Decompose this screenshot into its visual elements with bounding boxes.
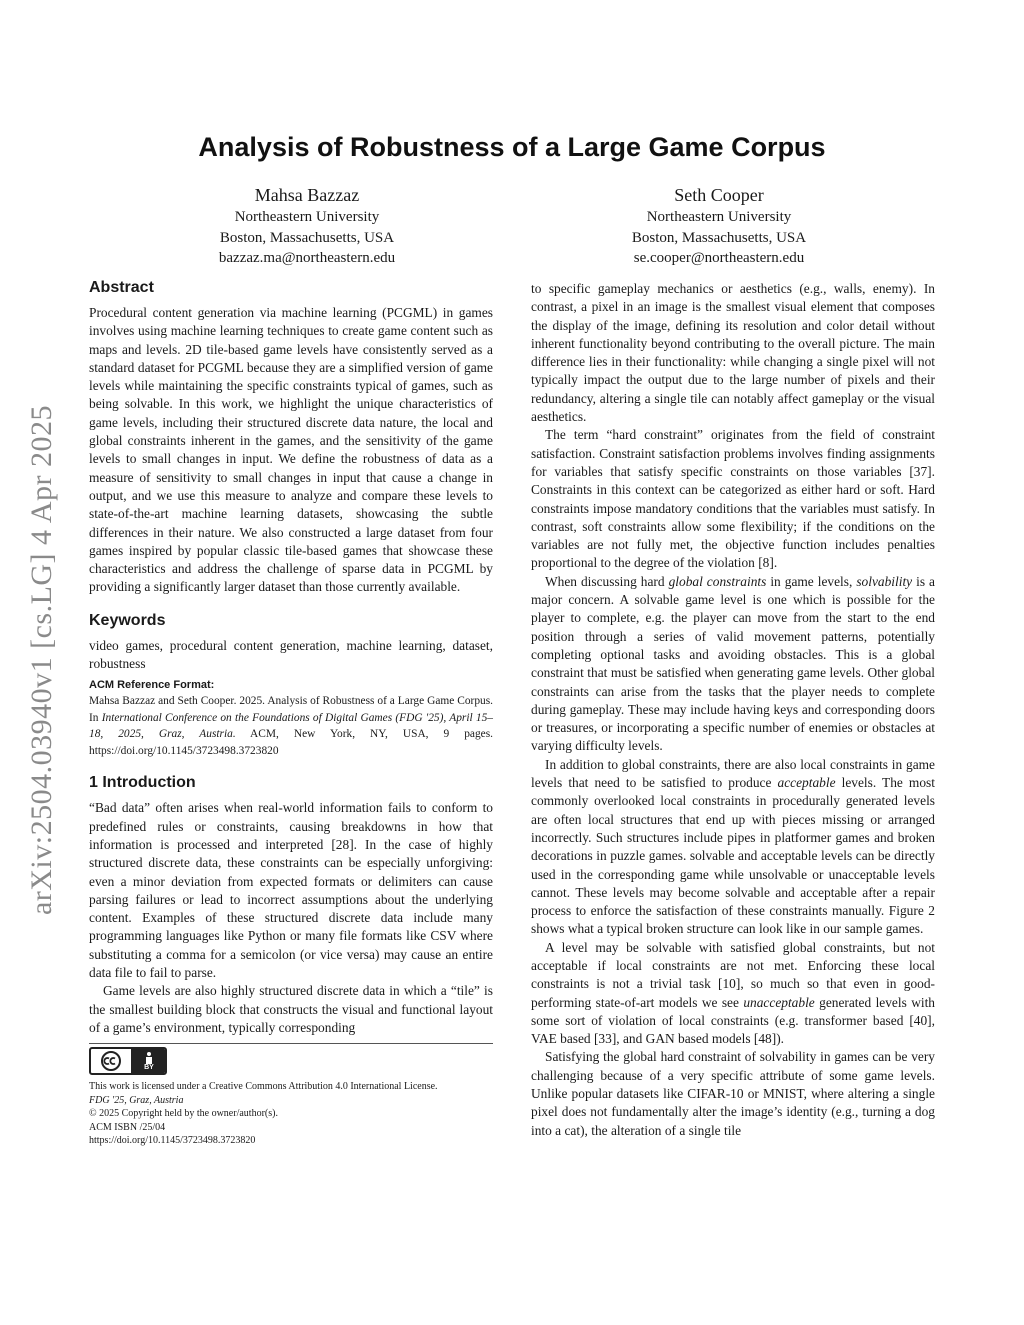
keywords-heading: Keywords (89, 611, 166, 629)
author-block-2 (549, 183, 889, 269)
author-affiliation: Northeastern University (646, 209, 792, 225)
arxiv-identifier-stamp (22, 360, 62, 960)
body-paragraph-3 (531, 573, 935, 756)
author-email[interactable]: se.cooper@northeastern.edu (633, 250, 805, 266)
venue-line: FDG '25, Graz, Austria (89, 1094, 184, 1106)
right-column (531, 280, 935, 1140)
creative-commons-icon (91, 1049, 133, 1073)
introduction-paragraph-2: Game levels are also highly structured discrete data in which a “tile” is the smallest building block that constructs the visual and functional layout of a game’s environment, typically corresponding (89, 983, 493, 1035)
badge-by-text: BY (144, 1063, 154, 1071)
p4-emphasis-acceptable: acceptable (777, 775, 836, 791)
author-name: Mahsa Bazzaz (254, 185, 360, 205)
license-footnote (89, 1080, 493, 1148)
cc-license-badge[interactable] (89, 1047, 167, 1075)
author-email[interactable]: bazzaz.ma@northeastern.edu (218, 250, 396, 266)
footnote-divider (89, 1043, 493, 1044)
isbn-line: ACM ISBN /25/04 (89, 1121, 166, 1133)
acm-reference-text (89, 693, 493, 759)
p3-part-c: is a major concern. A solvable game level is one which is possible for the player to complete, e.g. the player can move from the start to the end position through a series of valid movement patterns, potentially completing optional tasks and avoiding obstacles. This is a global constraint that must be satisfied when generating game levels. Other global constraints can arise from the tasks that the player needs to complete during gameplay. These may include having keys and corresponding doors or treasures, or incorporating a specific number of enemies or obstacles at varying difficulty levels. (531, 573, 936, 754)
author-location: Boston, Massachusetts, USA (631, 229, 807, 246)
copyright-line: © 2025 Copyright held by the owner/author(s). (89, 1108, 278, 1120)
p5-emphasis-unacceptable: unacceptable (743, 994, 815, 1010)
body-paragraph-1: to specific gameplay mechanics or aesthetics (e.g., walls, enemy). In contrast, a pixel in an image is the smallest visual element that composes the display of the image, defining its resolution and color detail without inherent functionality beyond contributing to the overall picture. The main difference lies in their functionality: while changing a single pixel will not typically impact the output due to the large number of pixels and their redundancy, altering a single tile can notably affect gameplay or the visual aesthetics. (531, 281, 935, 425)
author-block-1 (137, 183, 477, 269)
introduction-paragraph-1: “Bad data” often arises when real-world information fails to conform to predefined rules or constraints, causing breakdowns in how that information is processed and interpreted [28]. In the case of highly structured discrete data, these constraints can be especially unforgiving: even a minor deviation from expected formats or delimiters can cause parsing failures or lead to incorrect assumptions about the underlying content. Examples of these structured discrete data include many programming languages like Python or many file formats like CSV where substituting a comma for a semicolon (or vice versa) may cause an entire data file to fail to parse. (89, 800, 493, 981)
acm-reference-venue: International Conference on the Foundations of Digital Games (FDG '25), April 15–18, 2025, Graz, Austria. (89, 711, 493, 741)
p4-part-b: levels. The most commonly overlooked local constraints in procedurally generated levels are often local structures that end up with pieces missing or arranged incorrectly. Such structures include pipes in platformer games and broken decorations in puzzle games. solvable and acceptable levels can be directly used in the corresponding game while unsolvable or unacceptable levels cannot. These levels may become solvable and acceptable after a repair process to enforce the satisfaction of these constraints manually. Figure 2 shows what a typical broken structure can look like in our sample games. (531, 775, 935, 937)
p3-emphasis-solvability: solvability (856, 573, 913, 589)
acm-reference-part2: ACM, New York, NY, USA, 9 pages. https://doi.org/10.1145/3723498.3723820 (89, 728, 493, 757)
acm-reference-label: ACM Reference Format: (89, 679, 215, 692)
body-paragraph-4 (531, 756, 935, 939)
p3-emphasis-global-constraints: global constraints (668, 573, 767, 589)
attribution-icon (133, 1049, 165, 1073)
p3-part-b: in game levels, (766, 573, 857, 589)
abstract-text: Procedural content generation via machine learning (PCGML) in games involves using machine learning techniques to create game content such as maps and levels. 2D tile-based game levels have consistently served as a standard dataset for PCGML because they are a simplified version of game levels while maintaining the specific constraints typical of games, such as being solvable. In this work, we highlight the unique characteristics of game levels, including their structured discrete data nature, the local and global constraints inherent in the games, and the sensitivity of the game levels to small changes in input. We define the robustness of data as a measure of sensitivity to small changes in input that cause a change in output, and we use this measure to analyze and compare these levels to state-of-the-art machine learning datasets, showcasing the subtle differences in their nature. We also constructed a large dataset from four games inspired by popular classic tile-based games that showcase these characteristics and address the challenge of sparse data in PCGML by providing a significantly larger dataset than those currently available. (89, 305, 493, 595)
author-name: Seth Cooper (674, 185, 764, 205)
keywords-text: video games, procedural content generation, machine learning, dataset, robustness (89, 637, 493, 672)
p5-part-a: A level may be solvable with satisfied global constraints, but not acceptable if local constraints are not met. Enforcing these local constraints is not a trivial task [10], so much so that even in good-performing state-of-art models we see (531, 939, 935, 1010)
introduction-heading: 1 Introduction (89, 774, 196, 792)
body-paragraph-6: Satisfying the global hard constraint of solvability in games can be very challenging because of a very specific attribute of some game levels. Unlike popular datasets like CIFAR-10 or MNIST, where altering a single pixel does not fundamentally alter the image’s identity (e.g., turning a dog into a cat), the alteration of a single tile (531, 1049, 935, 1138)
person-icon (144, 1052, 154, 1064)
author-affiliation: Northeastern University (234, 209, 380, 225)
paper-title: Analysis of Robustness of a Large Game Corpus (198, 132, 826, 162)
acm-reference-part1: Mahsa Bazzaz and Seth Cooper. 2025. Analysis of Robustness of a Large Game Corpus. In (89, 695, 493, 724)
license-line: This work is licensed under a Creative Commons Attribution 4.0 International License. (89, 1081, 438, 1093)
arxiv-id-text: arXiv:2504.03940v1 [cs.LG] 4 Apr 2025 (25, 404, 59, 916)
p3-part-a: When discussing hard (545, 573, 669, 589)
left-column (89, 278, 493, 1148)
abstract-heading: Abstract (89, 279, 154, 296)
doi-link[interactable]: https://doi.org/10.1145/3723498.3723820 (89, 1135, 256, 1147)
body-paragraph-2: The term “hard constraint” originates from the field of constraint satisfaction. Constraint satisfaction problems involves finding assignments for variables that satisfy specific constraints on those variables [37]. Constraints in this context can be categorized as either hard or soft. Hard constraints impose mandatory conditions that the variables must satisfy. In contrast, soft constraints allow some flexibility; if the conditions on the variables are not fully met, the objective function includes penalties proportional to the degree of the violation [8]. (531, 427, 935, 571)
body-paragraph-5 (531, 939, 935, 1049)
p4-part-a: In addition to global constraints, there are also local constraints in game levels that need to be satisfied to produce (531, 756, 935, 791)
author-location: Boston, Massachusetts, USA (219, 229, 395, 246)
p5-part-b: generated levels with some sort of violation of local constraints (e.g. transformer based [40], VAE based [33], and GAN based models [48]). (531, 994, 935, 1047)
